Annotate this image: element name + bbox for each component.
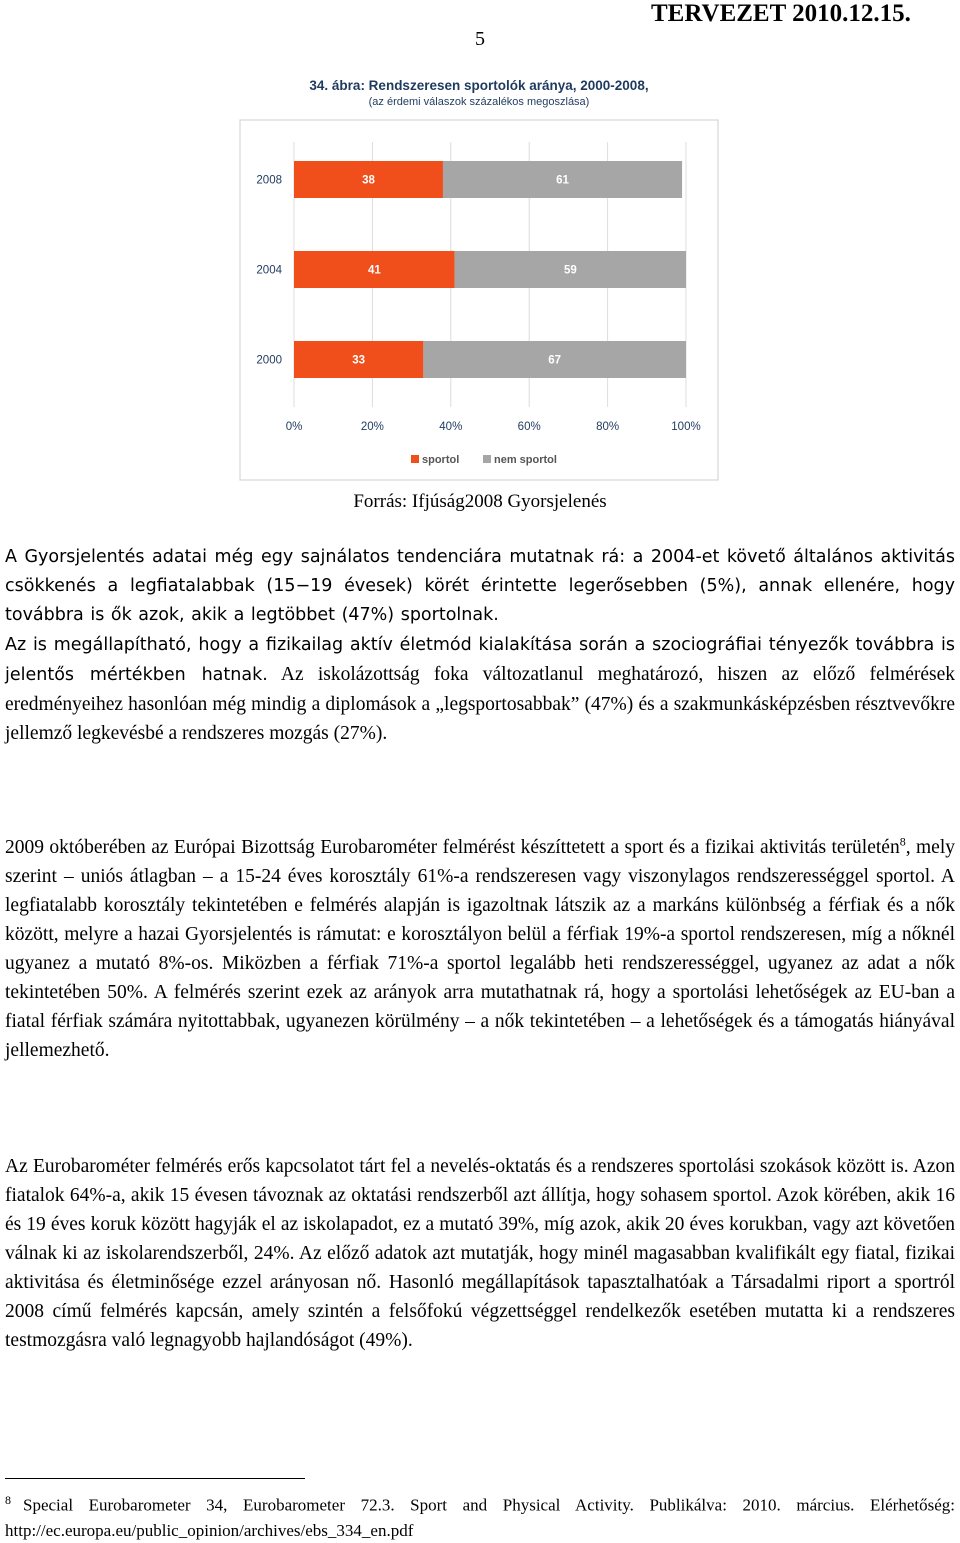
legend-swatch xyxy=(411,455,419,463)
footnote-text: Special Eurobarometer 34, Eurobarometer 72.3. Sport and Physical Activity. Publikálva: 2010. március. Elérhetőség: http://ec.europa.eu/public_opinion/archives/ebs_334_en.pdf xyxy=(5,1495,955,1540)
category-label: 2000 xyxy=(256,354,282,367)
page-number: 5 xyxy=(475,28,485,50)
paragraph-4: Az Eurobarométer felmérés erős kapcsolatot tárt fel a nevelés-oktatás és a rendszeres sportolási szokások között is. Azon fiatalok 64%-a, akik 15 évesen távoznak az oktatási rendszerből azt állítja, hogy sohasem sportol. Azok körében, akik 16 és 19 éves koruk között hagyják el az iskolapadot, ez a mutató 39%, míg azok, akik 20 éves korukban, vagy azt követően válnak ki az iskolarendszerből, 24%. Az előző adatok azt mutatják, hogy minél magasabban kvalifikált egy fiatal, fizikai aktivitása és életminősége ezzel arányosan nő. Hasonló megállapítások tapasztalhatóak a Társadalmi riport a sportról 2008 című felmérés kapcsán, amely szintén a felsőfokú végzettséggel rendelkezők esetében mutatta ki a rendszeres testmozgásra való legnagyobb hajlandóságot (49%). xyxy=(5,1156,955,1351)
legend-swatch xyxy=(483,455,491,463)
category-label: 2008 xyxy=(256,174,282,187)
paragraph-3 xyxy=(5,833,955,1065)
paragraph-2-rest: Az iskolázottság foka változatlanul meghatározó, hiszen az előző felmérések eredményeihez hasonlóan még mindig a diplomások a „legsportosabbak” (47%) és a szakmunkásképzésben résztvevőkre jellemző legkevésbé a rendszeres mozgás (27%). xyxy=(5,664,955,744)
x-tick-label: 60% xyxy=(517,421,541,433)
x-tick-label: 40% xyxy=(439,421,463,433)
chart-title: 34. ábra: Rendszeresen sportolók aránya, 2000-2008, xyxy=(309,78,649,93)
x-tick-label: 0% xyxy=(285,421,303,433)
paragraph-2-lead: Az is megállapítható, hogy a fizikailag aktív életmód kialakítása során a szociográfiai tényezők továbbra is jelentős mértékben hatnak. xyxy=(5,635,955,685)
paragraph-1: A Gyorsjelentés adatai még egy sajnálatos tendenciára mutatnak rá: a 2004-et követő általános aktivitás csökkenés a legfiatalabbak (15−19 évesek) körét érintette legerősebben (5%), annak ellenére, hogy továbbra is ők azok, akik a legtöbbet (47%) sportolnak. xyxy=(5,547,955,625)
x-tick-label: 100% xyxy=(671,421,701,433)
figure-source: Forrás: Ifjúság2008 Gyorsjelenés xyxy=(353,491,607,512)
data-label: 41 xyxy=(367,264,381,277)
footnote-separator xyxy=(5,1478,305,1479)
data-label: 33 xyxy=(352,354,366,367)
paragraph-3-rest: , mely szerint – uniós átlagban – a 15-24 éves korosztály 61%-a rendszeresen vagy viszonylagos rendszerességgel sportol. A legfiatalabb korosztály tekintetében e felmérés alapján is igazoltnak látszik az a markáns különbség a férfiak és a nők között, melyre a hazai Gyorsjelentés is rámutat: e korosztályon belül a férfiak 19%-a sportol rendszeresen, míg a nőknél ugyanez a mutató 8%-os. Miközben a férfiak 71%-a sportol legalább heti rendszerességgel, ugyanez az adat a nők tekintetében 50%. A felmérés szerint ezek az arányok arra mutathatnak rá, hogy a sportolási lehetőségek az EU-ban a fiatal férfiak számára nyitottabbak, ugyanezen körülmény – a nők tekintetében – a lehetőségek és a támogatás hiányával jellemezhető. xyxy=(5,837,955,1061)
x-tick-label: 20% xyxy=(360,421,384,433)
footnote xyxy=(5,1488,955,1543)
category-label: 2004 xyxy=(256,264,282,277)
data-label: 38 xyxy=(362,174,375,187)
legend-label: sportol xyxy=(422,454,460,466)
paragraph-2 xyxy=(5,630,955,748)
data-label: 61 xyxy=(556,174,569,187)
paragraph-3-lead: 2009 októberében az Európai Bizottság Eurobarométer felmérést készíttetett a sport és a fizikai aktivitás területén xyxy=(5,837,900,858)
data-label: 59 xyxy=(563,264,577,277)
draft-stamp: TERVEZET 2010.12.15. xyxy=(651,0,911,27)
footnote-mark: 8 xyxy=(5,1493,11,1507)
x-tick-label: 80% xyxy=(596,421,620,433)
legend-label: nem sportol xyxy=(494,454,557,466)
chart-subtitle: (az érdemi válaszok százalékos megoszlása) xyxy=(368,96,590,108)
footnote-reference[interactable]: 8 xyxy=(899,834,906,849)
figure-chart xyxy=(239,62,719,482)
data-label: 67 xyxy=(548,354,562,367)
stacked-bar-chart xyxy=(239,62,719,482)
